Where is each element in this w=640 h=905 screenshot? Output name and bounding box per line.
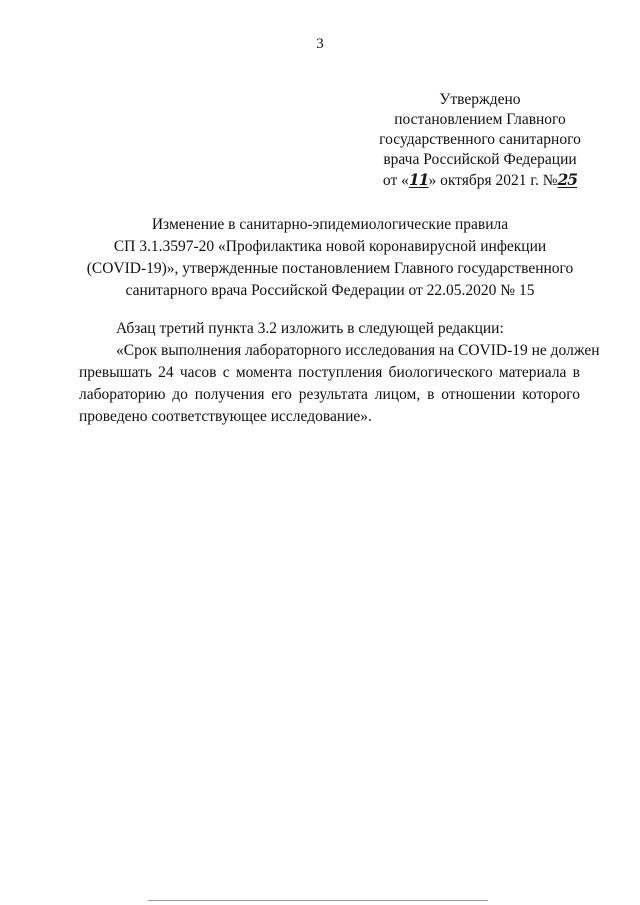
approval-title: Утверждено bbox=[439, 91, 521, 108]
quote-line: «Срок выполнения лабораторного исследования на COVID-19 не должен bbox=[116, 342, 600, 359]
title-line: санитарного врача Российской Федерации от 22.05.2020 № 15 bbox=[125, 282, 535, 299]
quote-line: лабораторию до получения его результата лицом, в отношении которого bbox=[79, 386, 580, 403]
title-line: Изменение в санитарно-эпидемиологические правила bbox=[151, 216, 509, 233]
title-line: СП 3.1.3597-20 «Профилактика новой коронавирусной инфекции bbox=[113, 238, 547, 255]
approval-date bbox=[355, 170, 605, 191]
scan-bottom-edge bbox=[148, 900, 488, 901]
approval-date-prefix: от « bbox=[382, 172, 409, 189]
title-line: (COVID-19)», утвержденные постановлением Главного государственного bbox=[86, 260, 574, 277]
intro-paragraph: Абзац третий пункта 3.2 изложить в следующей редакции: bbox=[116, 320, 504, 337]
approval-line: государственного санитарного bbox=[379, 131, 581, 148]
document-title bbox=[60, 214, 600, 302]
quoted-paragraph bbox=[79, 340, 600, 428]
approval-line: врача Российской Федерации bbox=[383, 151, 577, 168]
quote-line: проведено соответствующее исследование». bbox=[79, 408, 372, 425]
body-text bbox=[79, 318, 600, 428]
handwritten-day: 11 bbox=[408, 170, 429, 189]
approval-block bbox=[355, 90, 605, 191]
handwritten-number: 25 bbox=[557, 170, 578, 189]
approval-date-mid: » октября 2021 г. № bbox=[428, 172, 558, 189]
quote-line: превышать 24 часов с момента поступления биологического материала в bbox=[79, 364, 580, 381]
approval-line: постановлением Главного bbox=[394, 111, 566, 128]
page-number: 3 bbox=[316, 36, 324, 52]
